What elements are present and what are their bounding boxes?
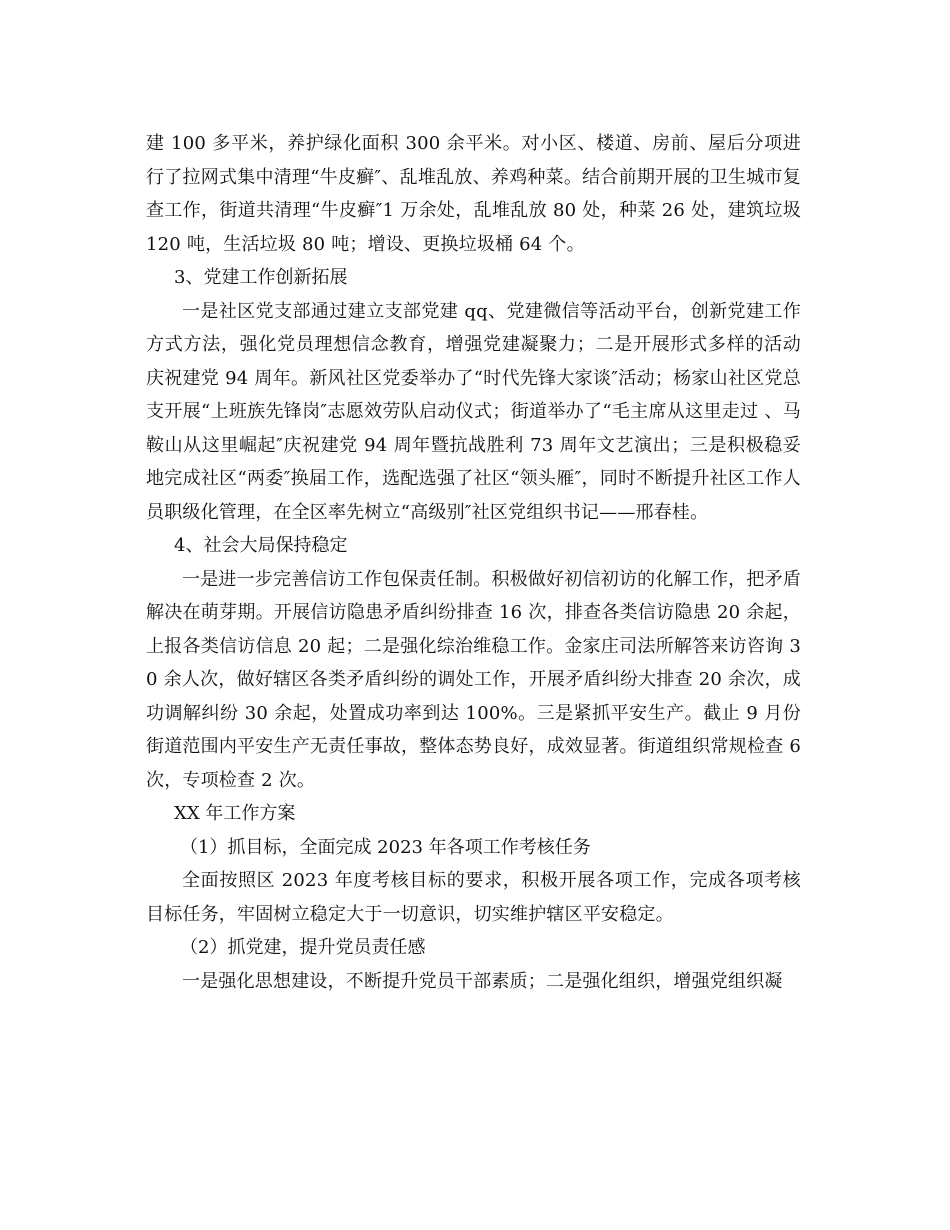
heading-goals: （1）抓目标，全面完成 2023 年各项工作考核任务 — [180, 836, 591, 858]
paragraph-sanitation-results: 建 100 多平米，养护绿化面积 300 余平米。对小区、楼道、房前、屋后分项进行了拉网式集中清理“牛皮癣″、乱堆乱放、养鸡种菜。结合前期开展的卫生城市复查工作，街道共清理“牛皮癣″1 万余处，乱堆乱放 80 处，种菜 26 处，建筑垃圾 120 吨，生活垃圾 80 吨；增设、更换垃圾桶 64 个。 — [146, 133, 801, 255]
heading-social-stability: 4、社会大局保持稳定 — [174, 535, 348, 556]
heading-party-responsibility: （2）抓党建，提升党员责任感 — [180, 937, 426, 958]
paragraph-party-building: 一是社区党支部通过建立支部党建 qq、党建微信等活动平台，创新党建工作方式方法，强化党员理想信念教育，增强党建凝聚力；二是开展形式多样的活动庆祝建党 94 周年。新风社区党委举办了“时代先锋大家谈″活动；杨家山社区党总支开展“上班族先锋岗″志愿效劳队启动仪式；街道举办了“毛主席从这里走过 、马鞍山从这里崛起″庆祝建党 94 周年暨抗战胜利 73 周年文艺演出；三是积极稳妥地完成社区“两委″换届工作，选配选强了社区“领头雁″，同时不断提升社区工作人员职级化管理，在全区率先树立“高级别″社区党组织书记——邢春桂。 — [146, 300, 801, 523]
paragraph-social-stability: 一是进一步完善信访工作包保责任制。积极做好初信初访的化解工作，把矛盾解决在萌芽期。开展信访隐患矛盾纠纷排查 16 次，排查各类信访隐患 20 余起，上报各类信访信息 20 起；二是强化综治维稳工作。金家庄司法所解答来访咨询 30 余人次，做好辖区各类矛盾纠纷的调处工作，开展矛盾纠纷大排查 20 余次，成功调解纠纷 30 余起，处置成功率到达 100%。三是紧抓平安生产。截止 9 月份街道范围内平安生产无责任事故，整体态势良好，成效显著。街道组织常规检查 6 次，专项检查 2 次。 — [146, 568, 801, 791]
heading-party-building: 3、党建工作创新拓展 — [174, 267, 348, 288]
paragraph-goals: 全面按照区 2023 年度考核目标的要求，积极开展各项工作，完成各项考核目标任务，牢固树立稳定大于一切意识，切实维护辖区平安稳定。 — [146, 870, 801, 925]
document-body — [146, 127, 801, 998]
heading-work-plan: XX 年工作方案 — [174, 803, 296, 824]
paragraph-party-responsibility: 一是强化思想建设，不断提升党员干部素质；二是强化组织，增强党组织凝 — [182, 970, 783, 992]
